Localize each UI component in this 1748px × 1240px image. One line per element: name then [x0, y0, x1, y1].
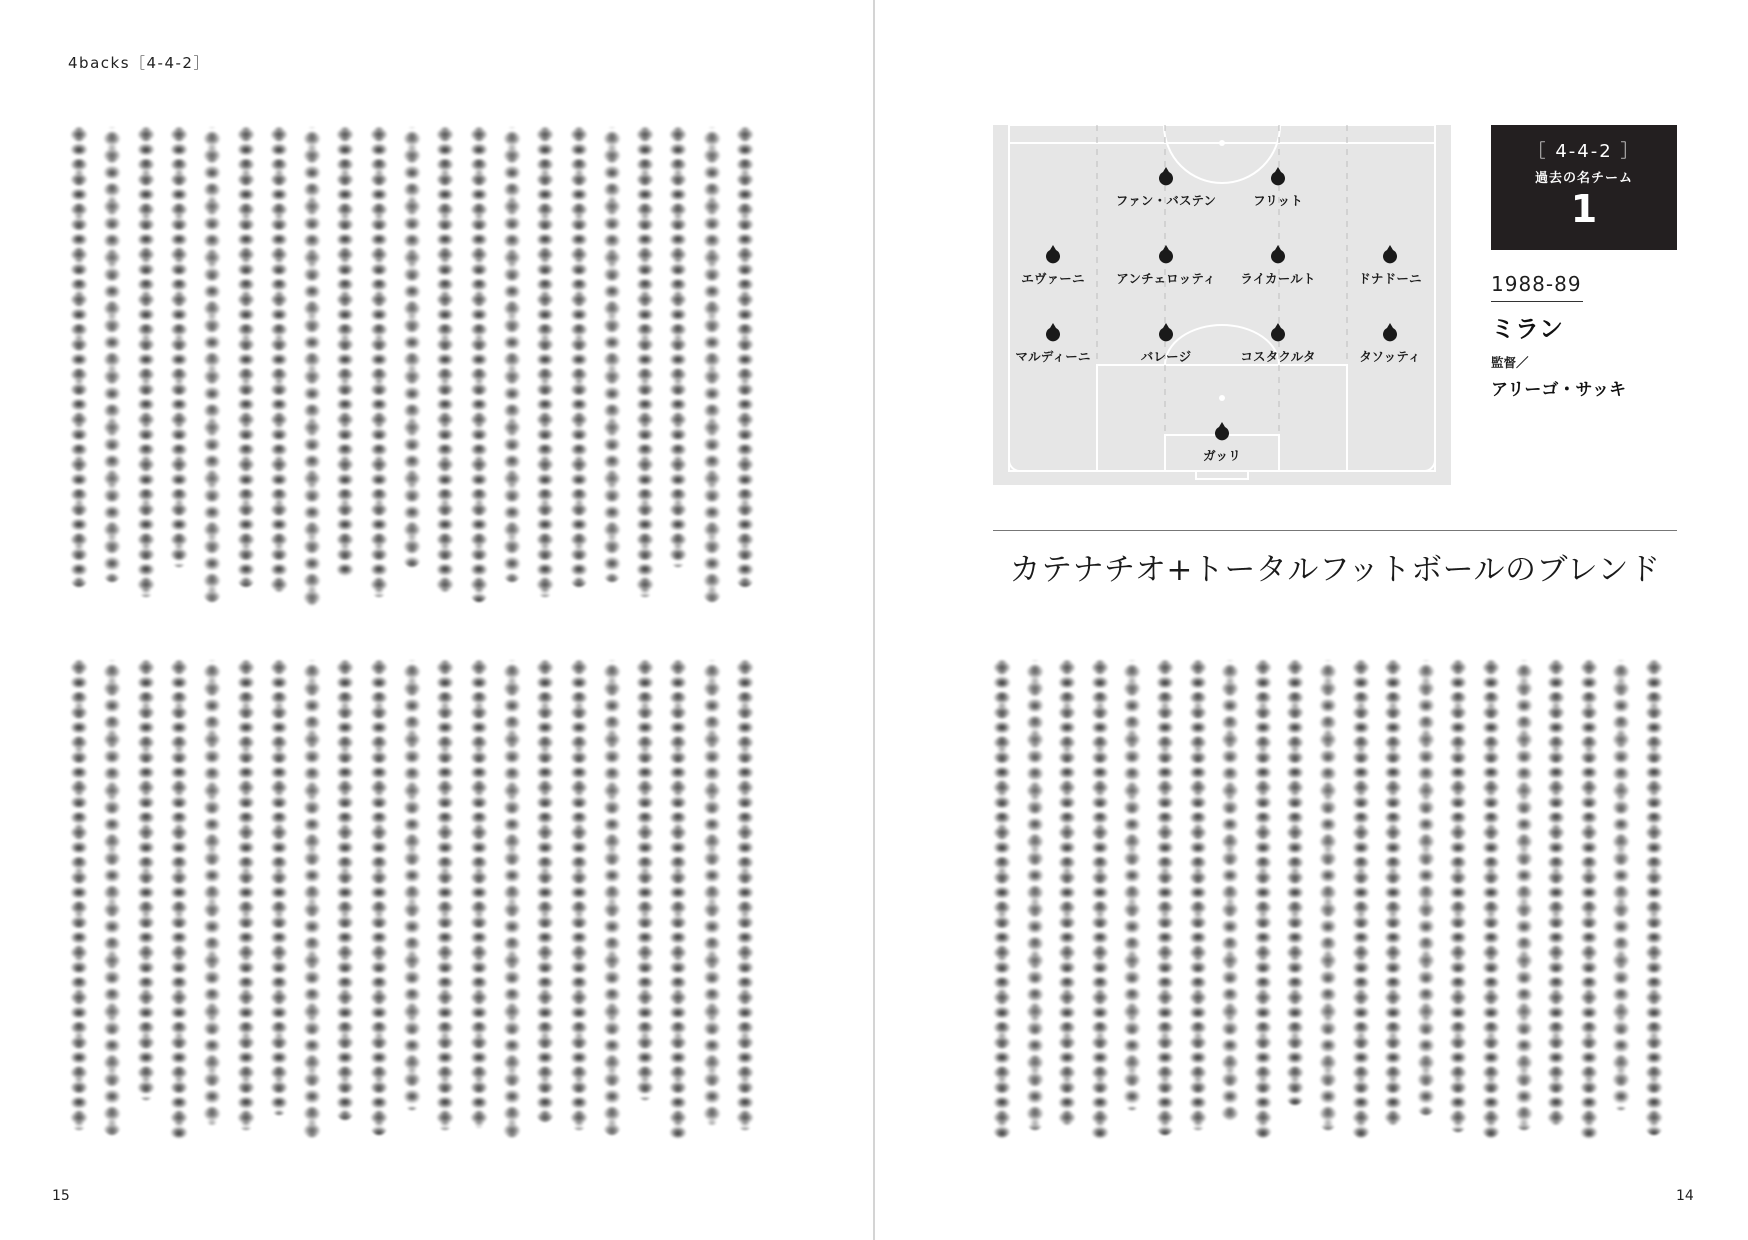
- page-number: 14: [1676, 1188, 1694, 1204]
- text-column: [237, 660, 255, 1130]
- text-column: [137, 127, 155, 597]
- body-text-block-bottom: [70, 660, 770, 1140]
- text-column: [436, 127, 454, 592]
- text-column: [436, 660, 454, 1130]
- text-column: [1645, 660, 1663, 1135]
- season-underline: [1491, 301, 1583, 302]
- manager-label: 監督／: [1491, 355, 1529, 370]
- player-df-2: [1111, 323, 1221, 369]
- text-column: [736, 660, 754, 1130]
- player-name: タソッティ: [1359, 349, 1421, 364]
- text-column: [303, 127, 321, 607]
- player-name: フリット: [1253, 193, 1303, 208]
- text-column: [1580, 660, 1598, 1140]
- player-df-4: [1335, 323, 1445, 369]
- player-fw-2: [1223, 167, 1333, 213]
- player-name: コスタクルタ: [1240, 349, 1316, 364]
- text-column: [1515, 660, 1533, 1130]
- text-column: [536, 127, 554, 597]
- text-column: [1482, 660, 1500, 1138]
- running-head: 4backs［4-4-2］: [68, 54, 210, 72]
- player-marker-icon: [1045, 323, 1061, 342]
- player-name: ライカールト: [1240, 271, 1316, 286]
- player-marker-icon: [1158, 245, 1174, 264]
- text-column: [636, 660, 654, 1100]
- team-caption: 過去の名チーム: [1534, 171, 1633, 186]
- player-marker-icon: [1270, 167, 1286, 186]
- text-column: [703, 127, 721, 602]
- text-column: [503, 127, 521, 582]
- text-column: [70, 127, 88, 587]
- player-marker-icon: [1382, 245, 1398, 264]
- text-column: [403, 127, 421, 567]
- text-column: [1612, 660, 1630, 1110]
- team-title-box: [1491, 125, 1677, 250]
- text-column: [570, 127, 588, 587]
- team-season: 1988-89: [1491, 272, 1582, 296]
- text-column: [603, 127, 621, 582]
- team-name: ミラン: [1491, 315, 1563, 343]
- player-marker-icon: [1158, 323, 1174, 342]
- text-column: [370, 127, 388, 597]
- text-column: [1123, 660, 1141, 1110]
- player-name: マルディーニ: [1015, 349, 1091, 364]
- text-column: [1156, 660, 1174, 1135]
- text-column: [1091, 660, 1109, 1140]
- text-column: [370, 660, 388, 1135]
- text-column: [270, 127, 288, 592]
- player-name: ガッリ: [1203, 448, 1241, 463]
- text-column: [203, 127, 221, 602]
- text-column: [1352, 660, 1370, 1138]
- text-column: [736, 127, 754, 587]
- text-column: [336, 660, 354, 1120]
- text-column: [170, 660, 188, 1140]
- player-mf-3: [1223, 245, 1333, 291]
- player-name: バレージ: [1140, 349, 1192, 364]
- text-column: [1058, 660, 1076, 1125]
- player-name: ファン・バステン: [1115, 193, 1217, 208]
- text-column: [470, 127, 488, 602]
- headline-rule: [993, 530, 1677, 531]
- formation-pitch: [993, 125, 1451, 485]
- player-mf-4: [1335, 245, 1445, 291]
- text-column: [703, 660, 721, 1125]
- text-column: [603, 660, 621, 1135]
- text-column: [470, 660, 488, 1128]
- player-name: ドナドーニ: [1358, 271, 1422, 286]
- text-column: [1189, 660, 1207, 1130]
- article-headline: カテナチオ+トータルフットボールのブレンド: [1009, 552, 1661, 588]
- text-column: [303, 660, 321, 1138]
- player-name: エヴァーニ: [1021, 271, 1085, 286]
- player-marker-icon: [1158, 167, 1174, 186]
- player-df-3: [1223, 323, 1333, 369]
- team-number: 1: [1570, 187, 1598, 231]
- text-column: [669, 127, 687, 567]
- player-marker-icon: [1214, 422, 1230, 441]
- page-number: 15: [52, 1188, 70, 1204]
- text-column: [993, 660, 1011, 1138]
- text-column: [237, 127, 255, 587]
- text-column: [1547, 660, 1565, 1125]
- body-text-block-top: [70, 127, 770, 607]
- manager-name: アリーゴ・サッキ: [1491, 380, 1626, 400]
- text-column: [1319, 660, 1337, 1130]
- text-column: [1417, 660, 1435, 1115]
- text-column: [636, 127, 654, 597]
- body-text-block: [993, 660, 1677, 1140]
- player-marker-icon: [1045, 245, 1061, 264]
- text-column: [570, 660, 588, 1130]
- text-column: [1449, 660, 1467, 1132]
- text-column: [403, 660, 421, 1110]
- player-gk: [1167, 422, 1277, 468]
- player-df-1: [998, 323, 1108, 369]
- player-mf-1: [998, 245, 1108, 291]
- player-marker-icon: [1382, 323, 1398, 342]
- player-mf-2: [1111, 245, 1221, 291]
- text-column: [336, 127, 354, 577]
- text-column: [1286, 660, 1304, 1105]
- text-column: [1254, 660, 1272, 1138]
- text-column: [669, 660, 687, 1140]
- team-formation-label: ［ 4-4-2 ］: [1527, 141, 1641, 162]
- left-page: [0, 0, 873, 1240]
- text-column: [137, 660, 155, 1100]
- player-name: アンチェロッティ: [1116, 271, 1216, 286]
- text-column: [103, 660, 121, 1135]
- text-column: [203, 660, 221, 1125]
- text-column: [1026, 660, 1044, 1130]
- text-column: [170, 127, 188, 567]
- right-page: [875, 0, 1748, 1240]
- text-column: [103, 127, 121, 582]
- player-marker-icon: [1270, 245, 1286, 264]
- text-column: [70, 660, 88, 1130]
- text-column: [1384, 660, 1402, 1125]
- text-column: [270, 660, 288, 1115]
- text-column: [536, 660, 554, 1122]
- player-marker-icon: [1270, 323, 1286, 342]
- text-column: [503, 660, 521, 1138]
- player-fw-1: [1111, 167, 1221, 213]
- text-column: [1221, 660, 1239, 1120]
